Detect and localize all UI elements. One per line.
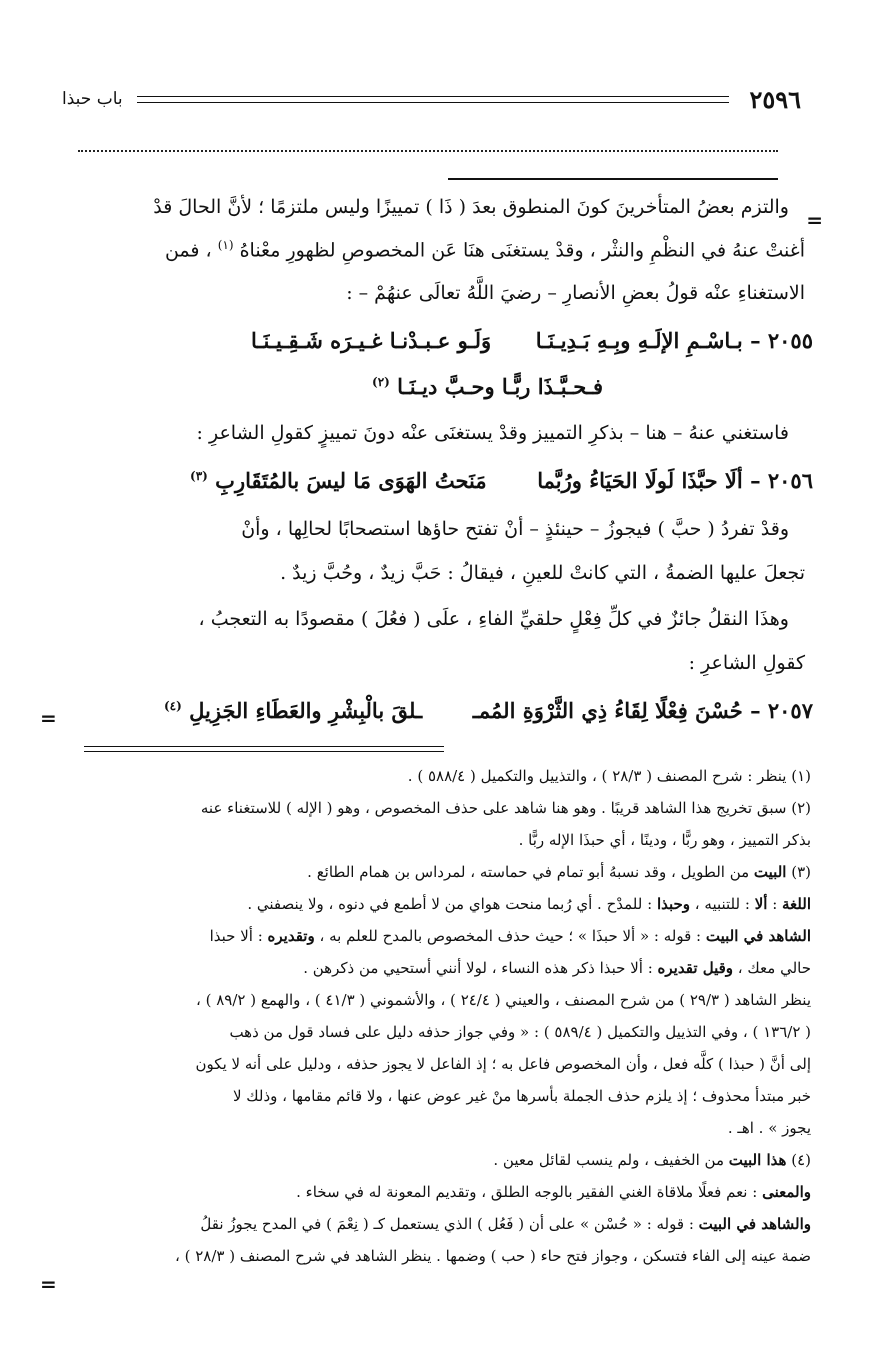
footnote-text: ( ١٣٦/٢ ) ، وفي التذييل والتكميل ( ٥٨٩/٤ ) : « وفي جواز حذفه دليل على فساد قول من ذهب — [229, 1023, 811, 1041]
footnote-text: والشاهد في البيت — [698, 1215, 811, 1233]
verse-number: ٢٠٥٧ – — [750, 698, 813, 723]
paragraph-line: والتزم بعضُ المتأخرينَ كونَ المنطوق بعدَ ( ذَا ) تمييزًا وليس ملتزمًا ؛ لأنَّ الحالَ قدْ — [153, 196, 789, 218]
footnote-ref: (١) — [217, 238, 234, 252]
verse-hemistich: ـلقَ بالْبِشْرِ والعَطَاءِ الجَزِيلِ — [189, 698, 423, 723]
footnote-text: وقيل تقديره — [657, 959, 734, 977]
footnote-text: من الطويل ، وقد نسبهُ أبو تمام في حماسته ، لمرداس بن همام الطائع . — [307, 863, 754, 881]
verse-number: ٢٠٥٦ – — [750, 468, 813, 493]
footnote-line — [66, 1018, 811, 1047]
paragraph-line: الاستغناءِ عنْه قولُ بعضِ الأنصارِ – رضيَ اللَّهُ تعالَى عنهُمْ – : — [346, 282, 805, 304]
footnote-text: وحبذا — [656, 895, 691, 913]
verse-2055-line2 — [48, 374, 603, 399]
dotted-separator — [78, 150, 778, 160]
footnote-ref: (٤) — [163, 699, 182, 713]
footnote-text: خبر مبتدأ محذوف ؛ إذ يلزم حذف الجملة بأسرها منْ غير عوض عنها ، ولا قائم مقامها ، وذلك لا — [232, 1087, 811, 1105]
footnote-line — [66, 890, 811, 919]
footnote-text: (١) ينظر : شرح المصنف ( ٢٨/٣ ) ، والتذييل والتكميل ( ٥٨٨/٤ ) . — [407, 767, 811, 785]
footnote-text: ينظر الشاهد ( ٢٩/٣ ) من شرح المصنف ، والعيني ( ٢٤/٤ ) ، والأشموني ( ٤١/٣ ) ، والهمع ( ٨٩/٢ ) ، — [196, 991, 811, 1009]
footnote-text: بذكر التمييز ، وهو ربًّا ، ودينًا ، أي حبذَا الإله ربًّا . — [518, 831, 811, 849]
continuation-mark: = — [40, 706, 57, 730]
footnote-text: إلى أنَّ ( حبذا ) كلَّه فعل ، وأن المخصوص فاعل به ؛ إذ الفاعل لا يجوز حذفه ، ودليل على أنه لا يكون — [195, 1055, 811, 1073]
footnote-text: : — [767, 895, 783, 913]
footnote-text: : للتنبيه ، — [690, 895, 755, 913]
footnote-text: من الخفيف ، ولم ينسب لقائل معين . — [493, 1151, 729, 1169]
footnote-text: : نعم فعلًا ملاقاة الغني الفقير بالوجه الطلق ، وتقديم المعونة له في سخاء . — [296, 1183, 763, 1201]
paragraph-line: أغنتْ عنهُ في النظْمِ والنثْر ، وقدْ يستغنَى هنَا عَن المخصوصِ لظهورِ معْناهُ $^{(١)}$ ، فمن — [164, 238, 805, 262]
footnote-text: اللغة — [782, 895, 811, 913]
paragraph-line: وقدْ تفردُ ( حبَّ ) فيجوزُ – حينئذٍ – أنْ تفتح حاؤها استصحابًا لحالِها ، وأنْ — [241, 518, 789, 540]
footnote-line — [66, 954, 811, 983]
footnote-line — [66, 1114, 811, 1143]
verse-hemistich: حُسْنَ فِعْلًا لِقَاءُ ذِي الثَّرْوَةِ المُمـ — [472, 698, 743, 723]
verse-hemistich: ألَا حبَّذَا لَولَا الحَيَاءُ ورُبَّما — [537, 468, 743, 493]
paragraph-line: تجعلَ عليها الضمةُ ، التي كانتْ للعينِ ، فيقالُ : حَبَّ زيدٌ ، وحُبَّ زيدٌ . — [280, 562, 805, 584]
footnote-line — [66, 1082, 811, 1111]
footnote-line — [66, 826, 811, 855]
verse-2056 — [48, 468, 813, 493]
footnote-text: (٣) — [786, 863, 811, 881]
footnote-text: يجوز » . اهـ . — [727, 1119, 811, 1137]
verse-hemistich: وَلَـو عـبـدْنـا غـيـرَه شَـقِـيـنَـا — [250, 328, 492, 353]
footnote-text: والمعنى — [762, 1183, 811, 1201]
running-header — [62, 82, 801, 116]
footnote-line — [66, 794, 811, 823]
footnote-text: : ألا حبذا — [209, 927, 268, 945]
verse-hemistich: مَنَحتُ الهَوَى مَا ليسَ بالمُتَقَارِبِ — [215, 468, 487, 493]
footnote-line — [66, 762, 811, 791]
footnote-line — [66, 1242, 811, 1271]
footnote-line — [66, 1146, 811, 1175]
page-number: ٢٥٩٦ — [749, 84, 801, 114]
footnote-text: البيت — [753, 863, 787, 881]
footnote-separator — [84, 746, 444, 747]
paragraph-line: فاستغني عنهُ – هنا – بذكرِ التمييز وقدْ يستغنَى عنْه دونَ تمييزٍ كقولِ الشاعرِ : — [196, 422, 789, 444]
paragraph-line: كقولِ الشاعرِ : — [688, 652, 805, 674]
footnote-text: وتقديره — [267, 927, 315, 945]
verse-hemistich: بـاسْـمِ الإلَـهِ وبِـهِ بَـدِيـنَـا — [535, 328, 743, 353]
footnote-text: هذا البيت — [728, 1151, 787, 1169]
footnote-line — [66, 858, 811, 887]
footnote-line — [66, 986, 811, 1015]
footnote-line — [66, 1178, 811, 1207]
footnote-text: : قوله : « ألا حبذَا » ؛ حيث حذف المخصوص بالمدح للعلم به ، — [314, 927, 706, 945]
footnote-line — [66, 1050, 811, 1079]
footnote-line — [66, 1210, 811, 1239]
footnote-text: (٢) سبق تخريج هذا الشاهد قريبًا . وهو هنا شاهد على حذف المخصوص ، وهو ( الإله ) للاستغناء عنه — [200, 799, 811, 817]
footnote-text: : ألا حبذا ذكر هذه النساء ، لولا أنني أستحيي من ذكرهن . — [303, 959, 658, 977]
footnote-text: : قوله : « حُسْن » على أن ( فَعُل ) الذي يستعمل كـ ( نِعْمَ ) في المدح يجوزُ نقلُ — [200, 1215, 699, 1233]
footnote-text: الشاهد في البيت — [705, 927, 811, 945]
verse-hemistich: فـحـبَّـذَا ربًّـا وحـبَّ ديـنَـا — [397, 374, 603, 399]
footnote-separator — [84, 751, 444, 752]
footnote-text: (٤) — [786, 1151, 811, 1169]
footnote-ref: (٢) — [372, 375, 390, 389]
continuation-mark: = — [806, 208, 823, 232]
chapter-title: باب حبذا — [62, 89, 123, 109]
footnote-text: حالي معك ، — [733, 959, 811, 977]
continuation-rule — [448, 178, 778, 180]
verse-number: ٢٠٥٥ – — [750, 328, 813, 353]
footnote-line — [66, 922, 811, 951]
header-rule — [137, 96, 730, 103]
footnote-text: ضمة عينه إلى الفاء فتسكن ، وجواز فتح حاء ( حب ) وضمها . ينظر الشاهد في شرح المصنف ( ٢٨/٣ ) ، — [175, 1247, 811, 1265]
continuation-mark: = — [40, 1272, 57, 1296]
footnote-text: : للمدْح . أي رُبما منحت هواي من لا أطمع في دنوه ، ولا ينصفني . — [247, 895, 657, 913]
verse-2055 — [48, 328, 813, 353]
footnote-ref: (٣) — [190, 469, 208, 483]
paragraph-line: وهذَا النقلُ جائزٌ في كلِّ فِعْلٍ حلقيِّ الفاءِ ، علَى ( فعُلَ ) مقصودًا به التعجبُ ، — [198, 608, 789, 630]
footnote-text: ألا — [754, 895, 768, 913]
verse-2057 — [48, 698, 813, 723]
